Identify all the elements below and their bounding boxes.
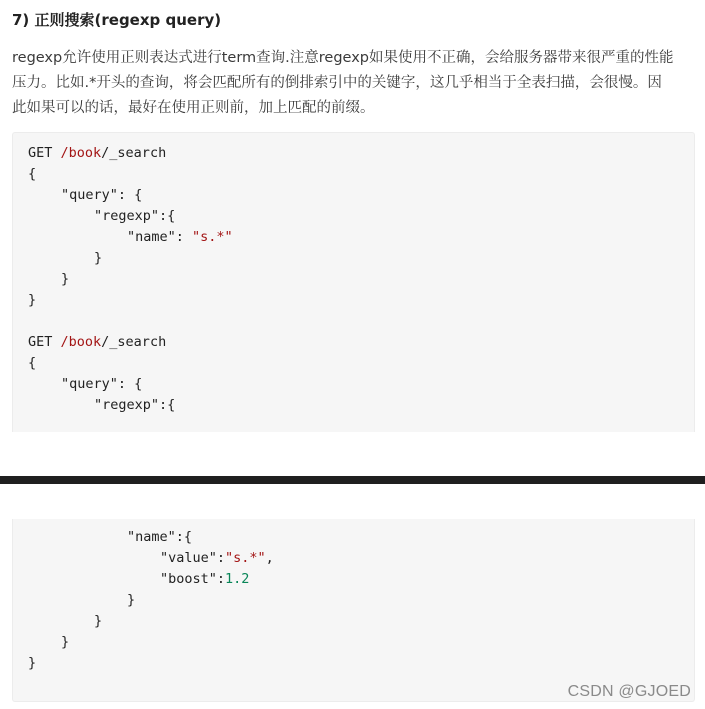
code-line: } xyxy=(94,250,103,266)
code-line xyxy=(160,569,249,590)
code-line: { xyxy=(28,355,37,371)
json-string: "s.*" xyxy=(192,229,233,245)
paragraph-line-2: 压力。比如.*开头的查询，将会匹配所有的倒排索引中的关键字，这几乎相当于全表扫描，会很慢。因 xyxy=(12,75,662,91)
json-string: "s.*" xyxy=(225,550,266,566)
request-path: /book xyxy=(60,145,102,161)
code-line: "regexp":{ xyxy=(94,208,176,224)
json-key: "name": xyxy=(127,229,193,245)
description-paragraph xyxy=(12,46,694,121)
code-line: "regexp":{ xyxy=(94,397,176,413)
request-path: /_search xyxy=(101,145,167,161)
json-key: "value": xyxy=(160,550,226,566)
code-line: "name":{ xyxy=(127,529,193,545)
code-line: "query": { xyxy=(61,187,143,203)
code-line: } xyxy=(94,613,103,629)
http-method: GET xyxy=(28,145,53,161)
code-line: } xyxy=(61,271,70,287)
section-heading: 7) 正则搜索(regexp query) xyxy=(12,11,222,29)
watermark: CSDN @GJOED xyxy=(567,683,691,700)
code-line: } xyxy=(28,655,37,671)
json-punctuation: , xyxy=(265,550,274,566)
code-block-continued xyxy=(12,519,695,702)
code-line: "query": { xyxy=(61,376,143,392)
paragraph-line-1: regexp允许使用正则表达式进行term查询.注意regexp如果使用不正确，会给服务器带来很严重的性能 xyxy=(12,50,674,66)
http-method: GET xyxy=(28,334,53,350)
paragraph-line-3: 此如果可以的话，最好在使用正则前，加上匹配的前缀。 xyxy=(12,100,375,116)
code-line: { xyxy=(28,166,37,182)
request-path: /_search xyxy=(101,334,167,350)
code-line xyxy=(28,332,166,353)
json-key: "boost": xyxy=(160,571,226,587)
code-block xyxy=(12,132,695,432)
screenshot-divider xyxy=(0,476,705,484)
code-line xyxy=(160,548,274,569)
code-line: } xyxy=(61,634,70,650)
code-line xyxy=(127,227,233,248)
code-line: } xyxy=(28,292,37,308)
json-number: 1.2 xyxy=(225,571,250,587)
code-line: } xyxy=(127,592,136,608)
code-line xyxy=(28,143,166,164)
request-path: /book xyxy=(60,334,102,350)
